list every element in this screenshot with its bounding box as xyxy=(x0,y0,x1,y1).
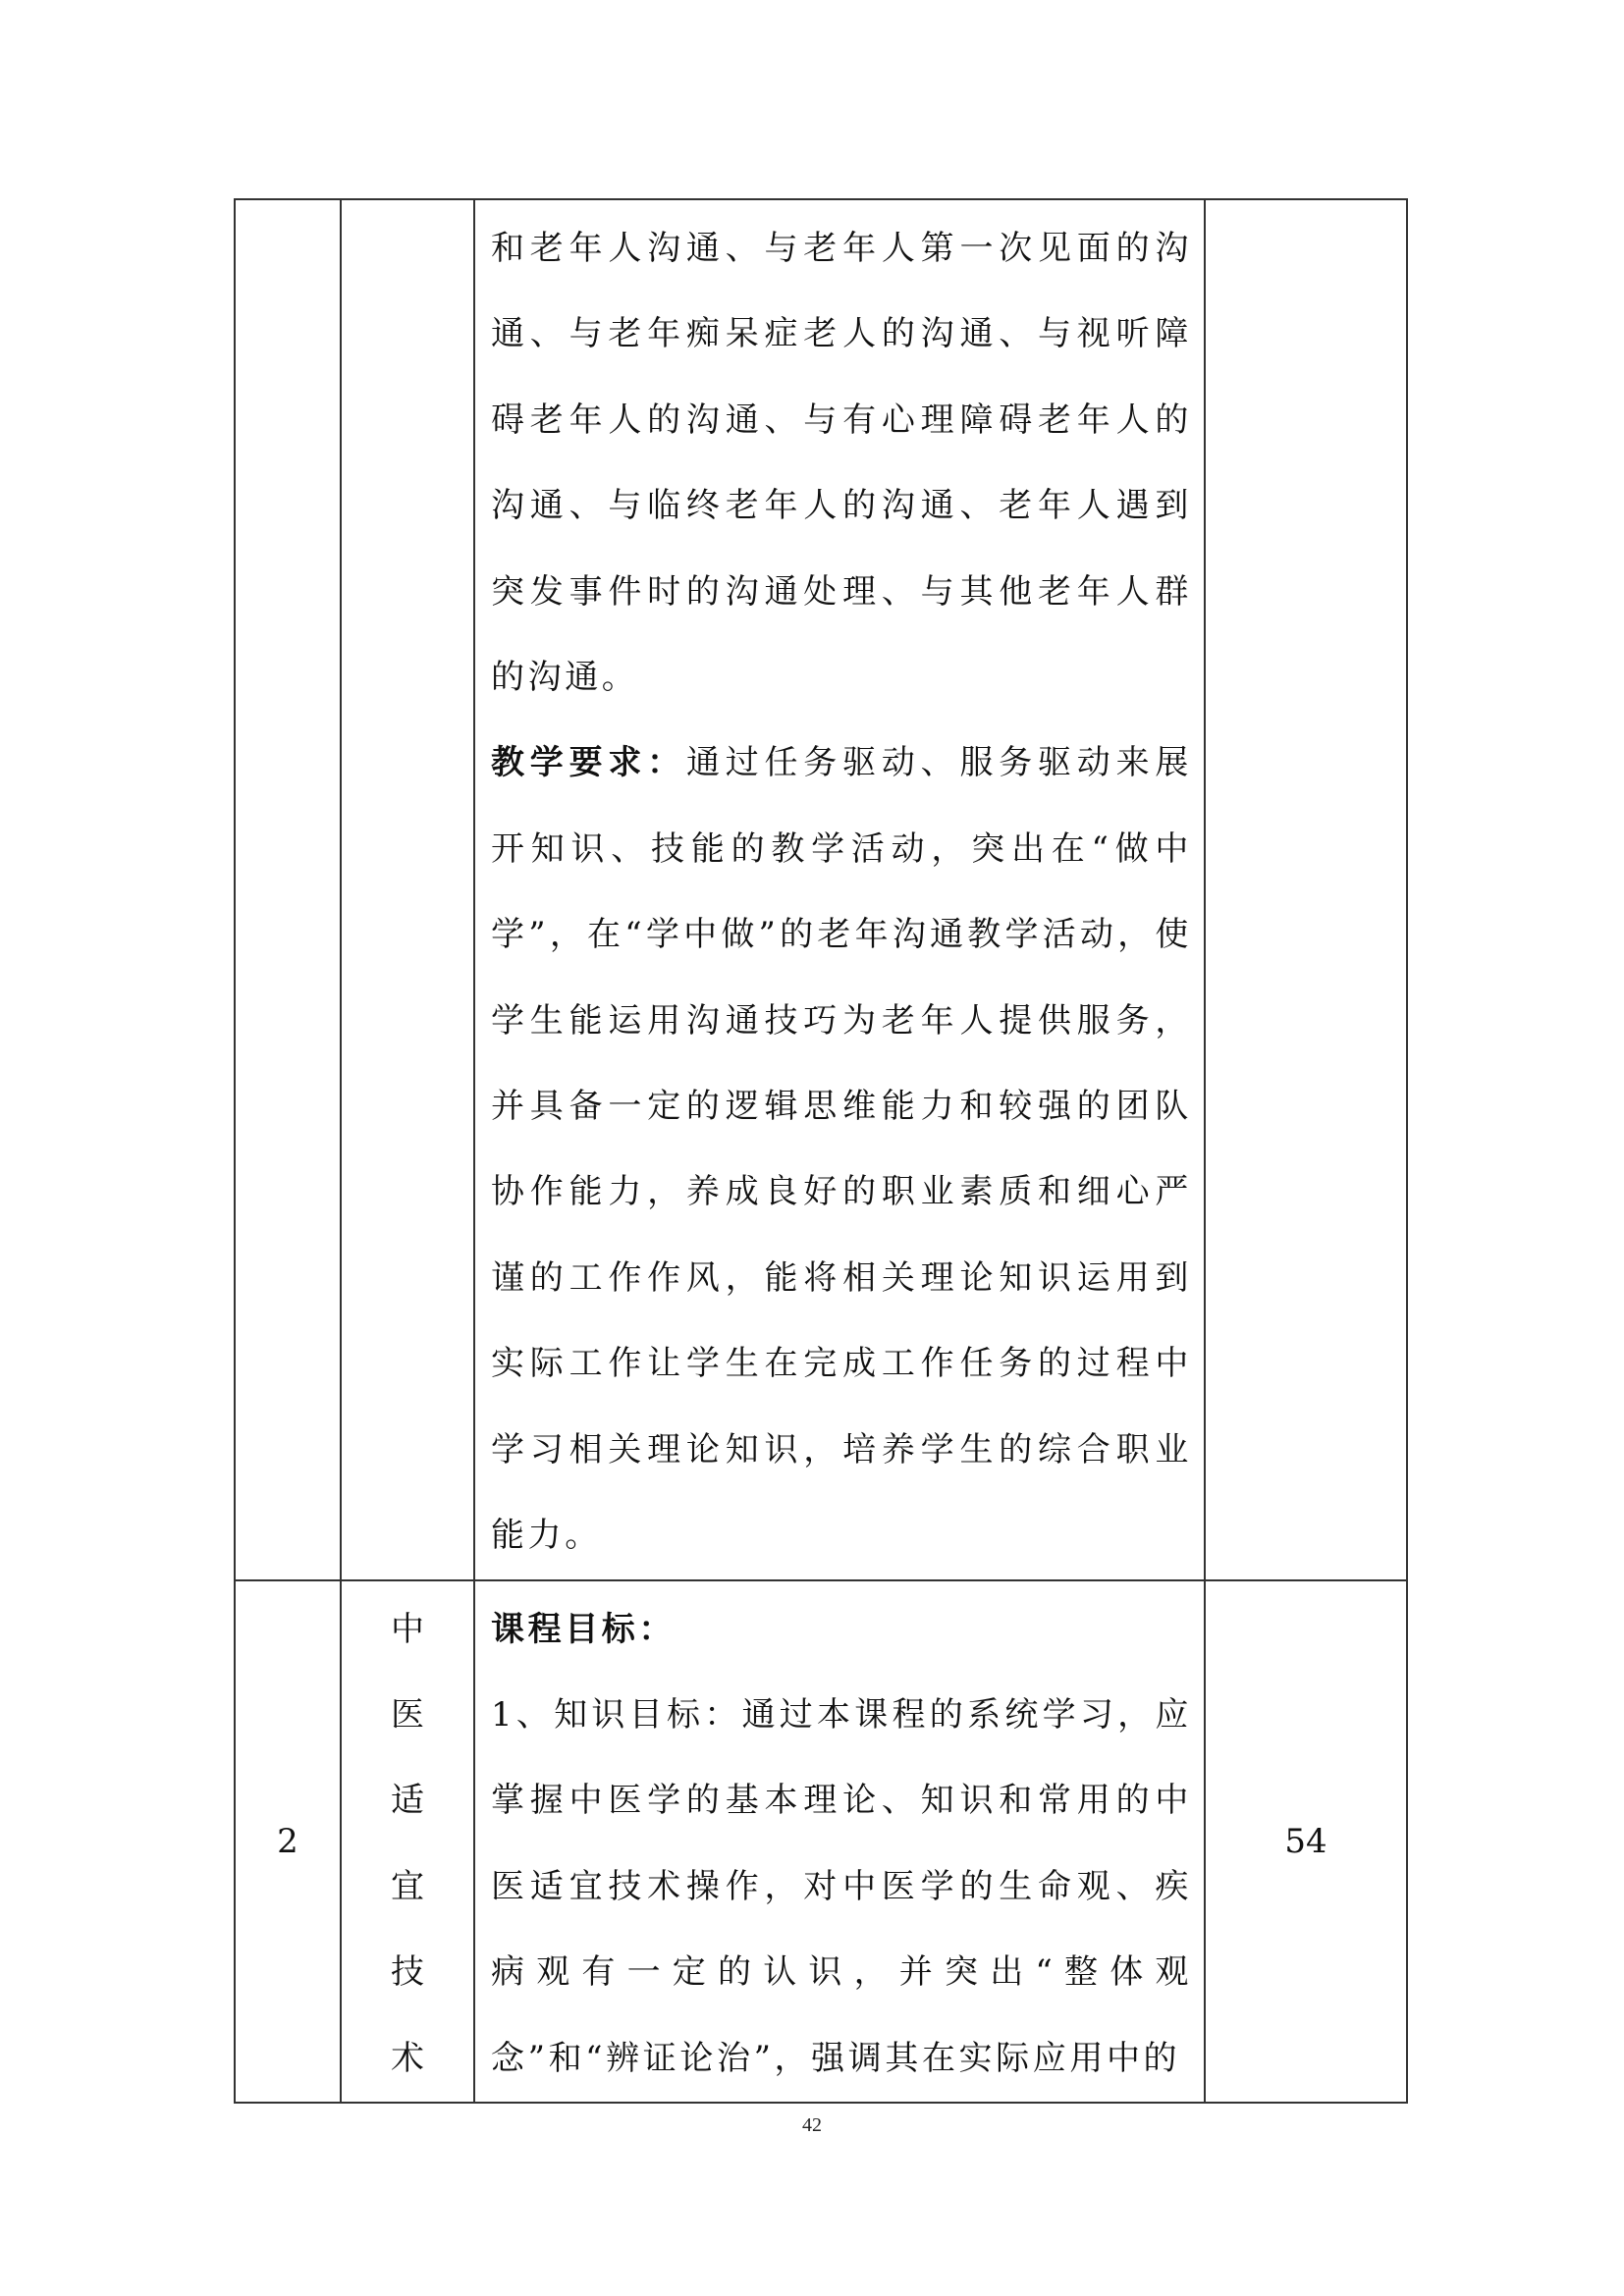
teaching-requirements-text: 通过任务驱动、服务驱动来展开知识、技能的教学活动，突出在“做中学”，在“学中做”的老年沟通教学活动，使学生能运用沟通技巧为老年人提供服务，并具备一定的逻辑思维能力和较强的团队协作能力，养成良好的职业素质和细心严谨的工作作风，能将相关理论知识运用到实际工作让学生在完成工作任务的过程中学习相关理论知识，培养学生的综合职业能力。 xyxy=(491,743,1192,1556)
content-paragraph-1 xyxy=(491,206,1192,721)
course-objectives-heading: 课程目标： xyxy=(491,1609,676,1649)
course-name-char: 医 xyxy=(391,1694,424,1735)
curriculum-table xyxy=(234,198,1408,2104)
teaching-requirements-label: 教学要求： xyxy=(491,743,686,783)
course-name-cell xyxy=(341,1580,474,2103)
course-name-char: 宜 xyxy=(391,1866,424,1906)
row-number: 2 xyxy=(235,1580,341,2103)
hours-cell-empty xyxy=(1205,199,1407,1580)
knowledge-objective-text: 1、知识目标：通过本课程的系统学习，应掌握中医学的基本理论、知识和常用的中医适宜技术操作，对中医学的生命观、疾病观有一定的认识，并突出“整体观念”和“辨证论治”，强调其在实际应用中的 xyxy=(491,1694,1192,2078)
paragraph-text: 和老年人沟通、与老年人第一次见面的沟通、与老年痴呆症老人的沟通、与视听障碍老年人的沟通、与有心理障碍老年人的沟通、与临终老年人的沟通、老年人遇到突发事件时的沟通处理、与其他老年人群的沟通。 xyxy=(491,229,1192,698)
table-row-continued xyxy=(235,199,1407,1580)
table-row-2 xyxy=(235,1580,1407,2103)
content-cell xyxy=(474,199,1205,1580)
content-cell-2 xyxy=(474,1580,1205,2103)
course-name-char: 中 xyxy=(391,1609,424,1649)
course-name-char: 适 xyxy=(391,1781,424,1821)
course-name-cell-empty xyxy=(341,199,474,1580)
course-name-char: 技 xyxy=(391,1952,424,1993)
page-number: 42 xyxy=(802,2114,822,2136)
content-paragraph-2 xyxy=(491,721,1192,1578)
hours-value: 54 xyxy=(1205,1580,1407,2103)
course-name-vertical xyxy=(342,1581,473,2102)
number-cell-empty xyxy=(235,199,341,1580)
course-name-char: 术 xyxy=(391,2038,424,2078)
